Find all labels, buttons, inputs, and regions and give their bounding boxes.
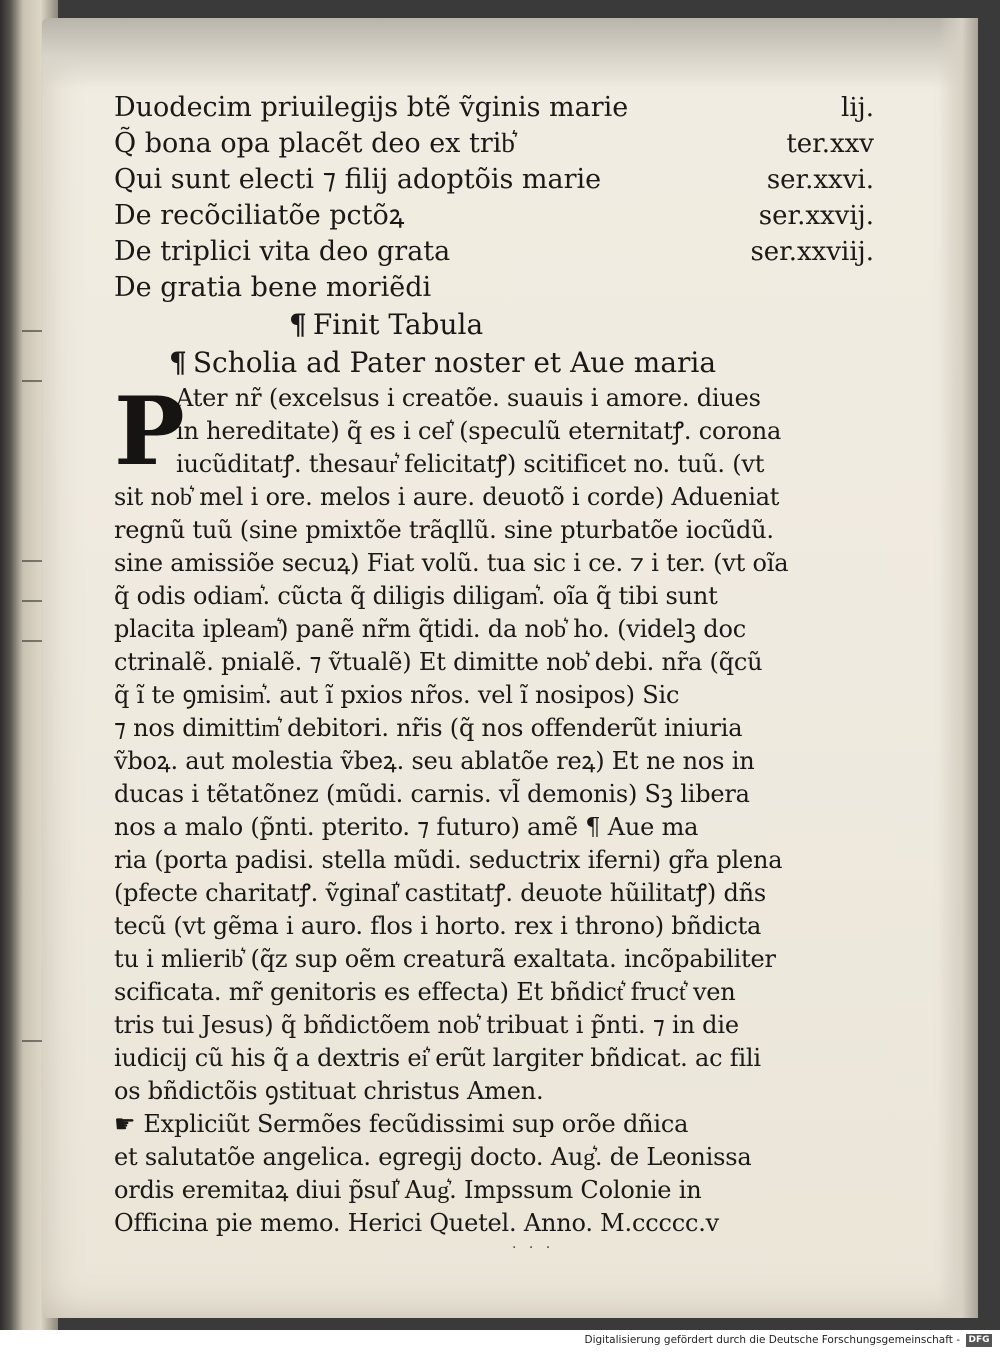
body-line: tris tui Jesus) q̃ bñdictõem nob͛ tribuat i p̃nti. ⁊ in die xyxy=(114,1011,739,1039)
body-text xyxy=(114,377,874,1108)
scholia-title: Scholia ad Pater noster et Aue maria xyxy=(192,346,717,379)
toc-row xyxy=(114,126,874,162)
body-line: placita ipleam͛) panẽ nr̃m q̃tidi. da nob͛ ho. (videlꝫ doc xyxy=(114,615,746,643)
pilcrow-icon: ¶ xyxy=(169,346,187,379)
toc-ref: ser.xxvi. xyxy=(766,165,874,195)
body-line: iucũditatꝭ. thesaur͛ felicitatꝭ) scitificet no. tuũ. (vt xyxy=(176,450,765,478)
colophon xyxy=(114,1108,874,1240)
body-line: in hereditate) q̃ es i cel͛ (speculũ eternitatꝭ. corona xyxy=(176,417,782,445)
toc-entry: Qui sunt electi ⁊ filij adoptõis marie xyxy=(114,164,602,195)
body-line: q̃ ĩ te ꝯmisim͛. aut ĩ pxios nr̃os. vel ĩ nosipos) Sic xyxy=(114,681,680,709)
colophon-line: et salutatõe angelica. egregij docto. Aug͛. de Leonissa xyxy=(114,1143,752,1171)
toc-row xyxy=(114,234,874,270)
book-page xyxy=(42,18,978,1318)
folio-number: lij. xyxy=(841,93,874,123)
body-line: os bñdictõis ꝯstituat christus Amen. xyxy=(114,1077,544,1105)
drop-capital: P xyxy=(114,377,185,487)
body-line: tu i mlierib͛ (q̃z sup oẽm creaturã exaltata. incõpabiliter xyxy=(114,945,776,973)
scholia-heading xyxy=(114,344,874,382)
toc-entry: De triplici vita deo grata xyxy=(114,236,451,267)
pilcrow-icon: ¶ xyxy=(289,308,307,341)
toc-entry: De gratia bene moriẽdi xyxy=(114,272,432,303)
body-line: sit nob͛ mel i ore. melos i aure. deuotõ i corde) Adueniat xyxy=(114,483,780,511)
body-line: tecũ (vt gẽma i auro. flos i horto. rex i throno) bñdicta xyxy=(114,912,762,940)
dfg-logo: DFG xyxy=(966,1334,992,1347)
toc-entry: Q̃ bona opa placẽt deo ex trib͛ xyxy=(114,128,515,159)
toc-row xyxy=(114,162,874,198)
body-line: sine amissiõe secuꝝ) Fiat volũ. tua sic i ce. ⁊ i ter. (vt oĩa xyxy=(114,549,789,577)
toc-entry: Duodecim priuilegijs btẽ ṽginis marie xyxy=(114,92,629,123)
page-top-edge xyxy=(42,18,978,88)
body-line: regnũ tuũ (sine pmixtõe trãqllũ. sine pturbatõe iocũdũ. xyxy=(114,516,774,544)
toc-row xyxy=(114,90,874,126)
pointing-hand-icon: ☛ xyxy=(114,1110,136,1138)
body-line: q̃ odis odiam͛. cũcta q̃ diligis diligam͛. oĩa q̃ tibi sunt xyxy=(114,582,718,610)
colophon-line: ordis eremitaꝝ diui p̃sul͛ Aug͛. Impssum Colonie in xyxy=(114,1176,702,1204)
toc-ref: ser.xxviij. xyxy=(750,237,874,267)
body-line: ṽboꝝ. aut molestia ṽbeꝝ. seu ablatõe reꝝ) Et ne nos in xyxy=(114,747,755,775)
body-line: nos a malo (p̃nti. pterito. ⁊ futuro) amẽ ¶ Aue ma xyxy=(114,813,699,841)
finit-heading xyxy=(114,306,874,344)
colophon-line: Officina pie memo. Herici Quetel. Anno. M.ccccc.v xyxy=(114,1209,719,1237)
body-line: Ater nr̃ (excelsus i creatõe. suauis i amore. diues xyxy=(176,384,761,412)
footer-bar xyxy=(0,1330,1000,1353)
page-text xyxy=(114,90,874,1240)
page-right-edge xyxy=(938,18,978,1318)
body-line: ⁊ nos dimittim͛ debitori. nr̃is (q̃ nos offenderũt iniuria xyxy=(114,714,743,742)
colophon-line: ☛ Expliciũt Sermões fecũdissimi sup orõe dñica xyxy=(114,1110,689,1138)
toc-entry: De recõciliatõe pctõꝝ xyxy=(114,200,405,231)
toc-ref: ser.xxvij. xyxy=(758,201,874,231)
finit-text: Finit Tabula xyxy=(312,308,484,341)
toc-ref: ter.xxv xyxy=(786,129,874,159)
body-line: scificata. mr̃ genitoris es effecta) Et bñdict͛ fruct͛ ven xyxy=(114,978,736,1006)
body-line: (pfecte charitatꝭ. ṽginal͛ castitatꝭ. deuote hũilitatꝭ) dñs xyxy=(114,879,766,907)
body-line: ctrinalẽ. pnialẽ. ⁊ ṽtualẽ) Et dimitte nob͛ debi. nr̃a (q̃cũ xyxy=(114,648,763,676)
body-line: ducas i tẽtatõnez (mũdi. carnis. vl̃ demonis) Sꝫ libera xyxy=(114,780,750,808)
body-line: ria (porta padisi. stella mũdi. seductrix iferni) gr̃a plena xyxy=(114,846,783,874)
body-line: iudicij cũ his q̃ a dextris ei͛ erũt largiter bñdicat. ac fili xyxy=(114,1044,761,1072)
toc-row xyxy=(114,270,874,306)
page-speckles: · · · xyxy=(512,1240,555,1256)
funding-credit: Digitalisierung gefördert durch die Deutsche Forschungsgemeinschaft - xyxy=(584,1334,960,1346)
toc-row xyxy=(114,198,874,234)
